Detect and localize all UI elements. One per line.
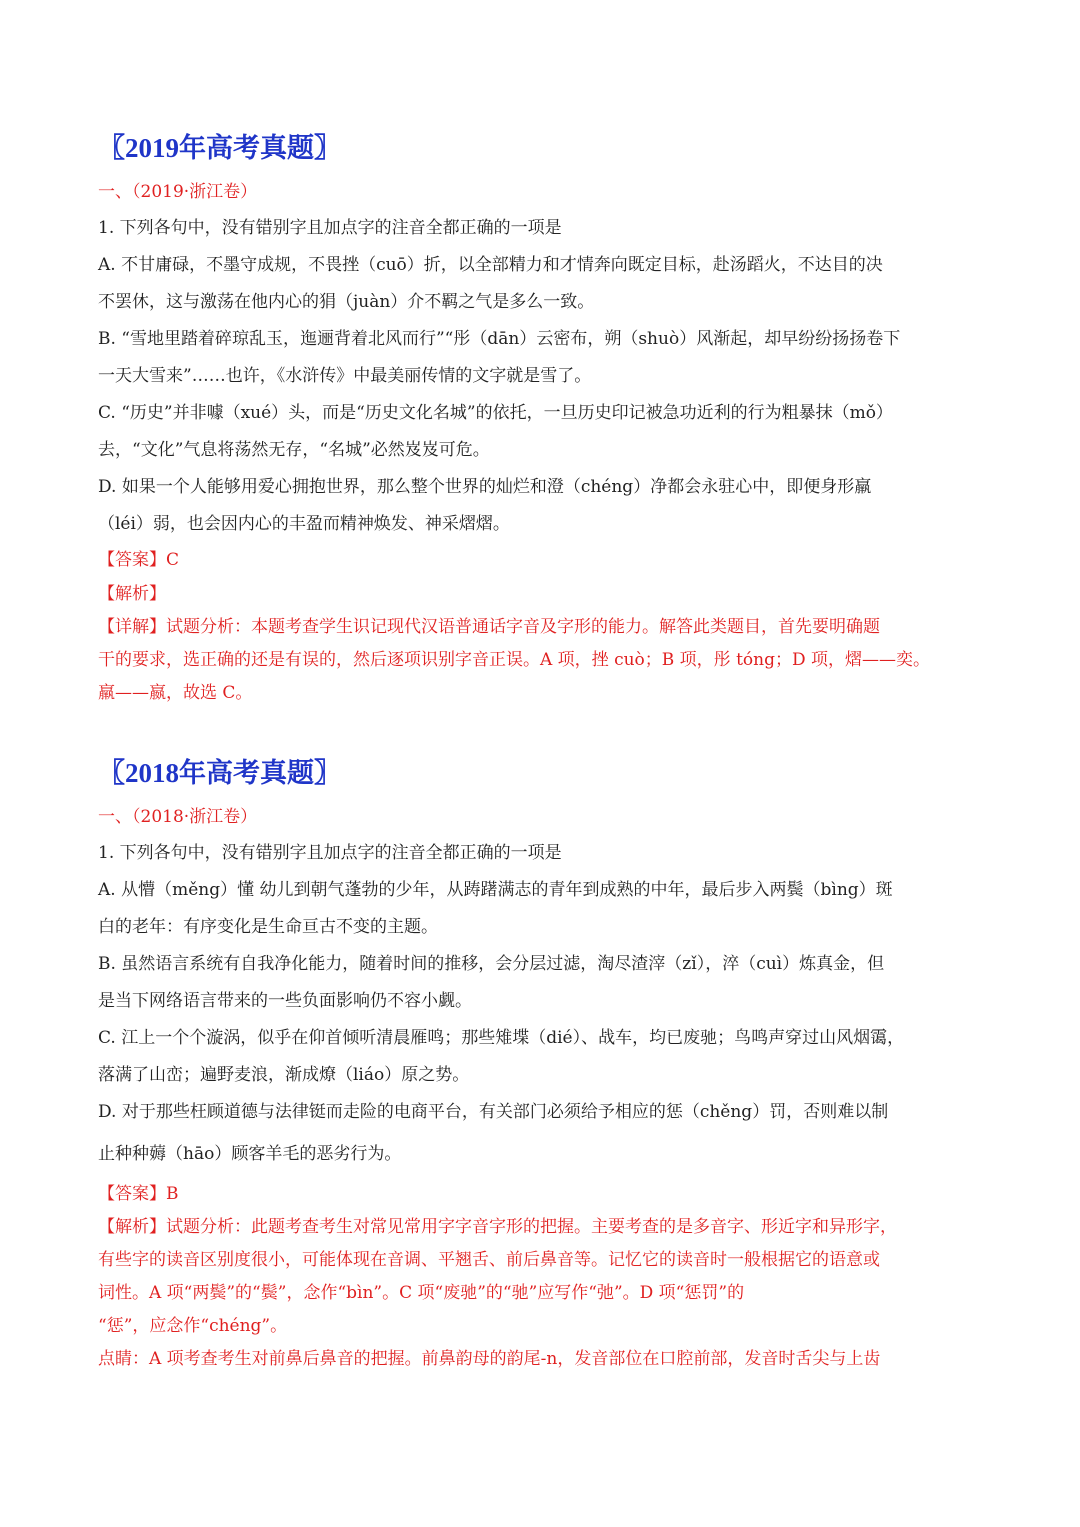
section-2018 [98,755,998,1376]
detail-line: 干的要求，选正确的还是有误的，然后逐项识别字音正误。A 项，挫 cuò；B 项，彤 tóng；D 项，熠——奕。 [98,650,931,670]
option-line: 落满了山峦；遍野麦浪，渐成燎（liáo）原之势。 [98,1065,470,1085]
question-stem: 1. 下列各句中，没有错别字且加点字的注音全都正确的一项是 [98,843,562,863]
analysis-line: 【解析】试题分析：此题考查考生对常见常用字字音字形的把握。主要考查的是多音字、形近字和异形字， [98,1217,897,1237]
answer-value: B [166,1184,179,1204]
option-line: （léi）弱，也会因内心的丰盈而精神焕发、神采熠熠。 [98,514,510,534]
option-line: 止种种薅（hāo）顾客羊毛的恶劣行为。 [98,1144,402,1164]
analysis-line: 词性。A 项“两鬓”的“鬓”，念作“bìn”。C 项“废驰”的“驰”应写作“弛”。D 项“惩罚”的 [98,1283,745,1303]
detail-line: 羸——嬴，故选 C。 [98,683,253,703]
question-stem: 1. 下列各句中，没有错别字且加点字的注音全都正确的一项是 [98,218,562,238]
option-line: 去，“文化”气息将荡然无存，“名城”必然岌岌可危。 [98,440,490,460]
option-line: C. “历史”并非噱（xué）头，而是“历史文化名城”的依托，一旦历史印记被急功近利的行为粗暴抹（mǒ） [98,403,893,423]
option-line: A. 不甘庸碌，不墨守成规，不畏挫（cuō）折，以全部精力和才情奔向既定目标，赴汤蹈火，不达目的决 [98,255,883,275]
exam-source: 一、（2018·浙江卷） [98,807,258,827]
answer-label: 【答案】 [98,1184,166,1204]
analysis-line: “惩”，应念作“chéng”。 [98,1316,288,1336]
detail-line: 【详解】试题分析：本题考查学生识记现代汉语普通话字音及字形的能力。解答此类题目，首先要明确题 [98,617,880,637]
answer-row [98,1177,998,1211]
option-line: D. 如果一个人能够用爱心拥抱世界，那么整个世界的灿烂和澄（chéng）净都会永驻心中，即便身形羸 [98,477,872,497]
option-line: A. 从懵（měng）懂 幼儿到朝气蓬勃的少年，从踌躇满志的青年到成熟的中年，最后步入两鬓（bìng）斑 [98,880,893,900]
exam-source: 一、（2019·浙江卷） [98,182,258,202]
analysis-line: 有些字的读音区别度很小，可能体现在音调、平翘舌、前后鼻音等。记忆它的读音时一般根据它的语意或 [98,1250,880,1270]
option-line: B. “雪地里踏着碎琼乱玉，迤逦背着北风而行”“彤（dān）云密布，朔（shuò）风渐起，却早纷纷扬扬卷下 [98,329,901,349]
answer-row [98,543,998,577]
answer-label: 【答案】 [98,550,166,570]
option-line: B. 虽然语言系统有自我净化能力，随着时间的推移，会分层过滤，淘尽渣滓（zǐ），淬（cuì）炼真金，但 [98,954,885,974]
option-line: 不罢休，这与激荡在他内心的狷（juàn）介不羁之气是多么一致。 [98,292,595,312]
section-heading: 〖2019年高考真题〗 [98,133,341,163]
tip-line: 点睛：A 项考查考生对前鼻后鼻音的把握。前鼻韵母的韵尾-n，发音部位在口腔前部，发音时舌尖与上齿 [98,1349,881,1369]
option-line: 是当下网络语言带来的一些负面影响仍不容小觑。 [98,991,472,1011]
option-line: 一天大雪来”……也许，《水浒传》中最美丽传情的文字就是雪了。 [98,366,592,386]
option-line: D. 对于那些枉顾道德与法律铤而走险的电商平台，有关部门必须给予相应的惩（chěng）罚，否则难以制 [98,1102,889,1122]
option-line: C. 江上一个个漩涡，似乎在仰首倾听清晨雁鸣；那些雉堞（dié）、战车，均已废驰；鸟鸣声穿过山风烟霭， [98,1028,905,1048]
analysis-label: 【解析】 [98,584,166,604]
answer-value: C [166,550,180,570]
section-heading: 〖2018年高考真题〗 [98,758,341,788]
option-line: 白的老年：有序变化是生命亘古不变的主题。 [98,917,438,937]
section-2019 [98,130,998,710]
